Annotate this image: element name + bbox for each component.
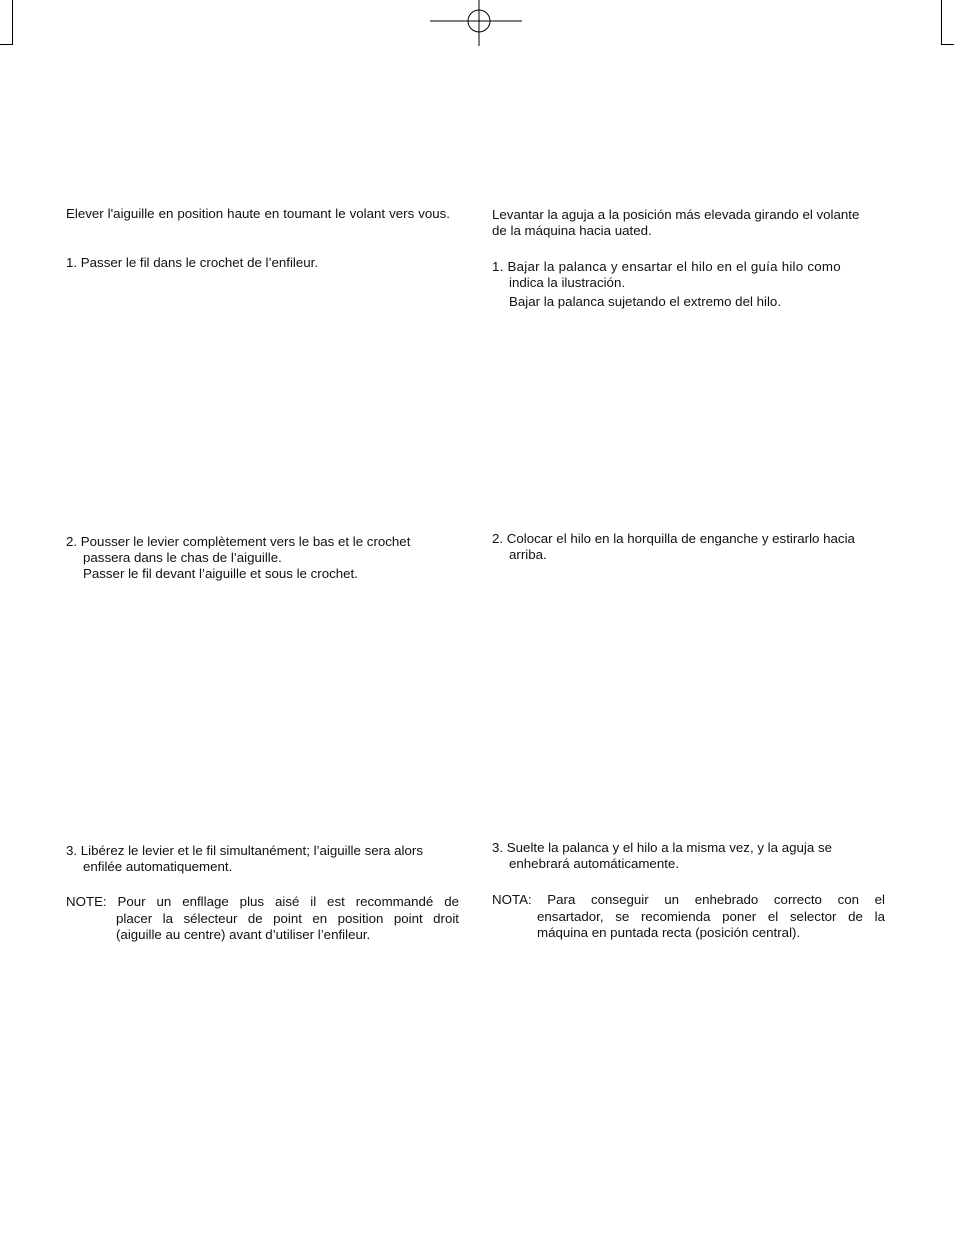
- es-step-3: 3. Suelte la palanca y el hilo a la misma vez, y la aguja se enhebrará automáticamente.: [492, 840, 832, 871]
- fr-step-2: 2. Pousser le levier complètement vers le bas et le crochet passera dans le chas de l’aiguille. Passer le fil devant l’aiguille et sous le crochet.: [66, 534, 411, 581]
- fr-step-3: 3. Libérez le levier et le fil simultanément; l’aiguille sera alors enfilée automatiquement.: [66, 843, 423, 874]
- fr-intro: Elever l'aiguille en position haute en toumant le volant vers vous.: [66, 206, 450, 221]
- es-step-2: 2. Colocar el hilo en la horquilla de enganche y estirarlo hacia arriba.: [492, 531, 855, 562]
- fr-step-1: 1. Passer le fil dans le crochet de l’enfileur.: [66, 255, 319, 270]
- registration-mark-icon: [430, 0, 522, 46]
- es-nota: NOTA: Para conseguir un enhebrado correcto con el ensartador, se recomienda poner el selector de la máquina en puntada recta (posición central).: [492, 892, 885, 940]
- fr-note: NOTE: Pour un enfllage plus aisé il est recommandé de placer la sélecteur de point en position point droit (aiguille au centre) avant d’utiliser l’enfileur.: [66, 894, 459, 942]
- es-intro: Levantar la aguja a la posición más elevada girando el volante de la máquina hacia uated.: [492, 207, 860, 238]
- es-step-1: 1. Bajar la palanca y ensartar el hilo en el guía hilo como indica la ilustración. Bajar la palanca sujetando el extremo del hilo.: [492, 259, 841, 309]
